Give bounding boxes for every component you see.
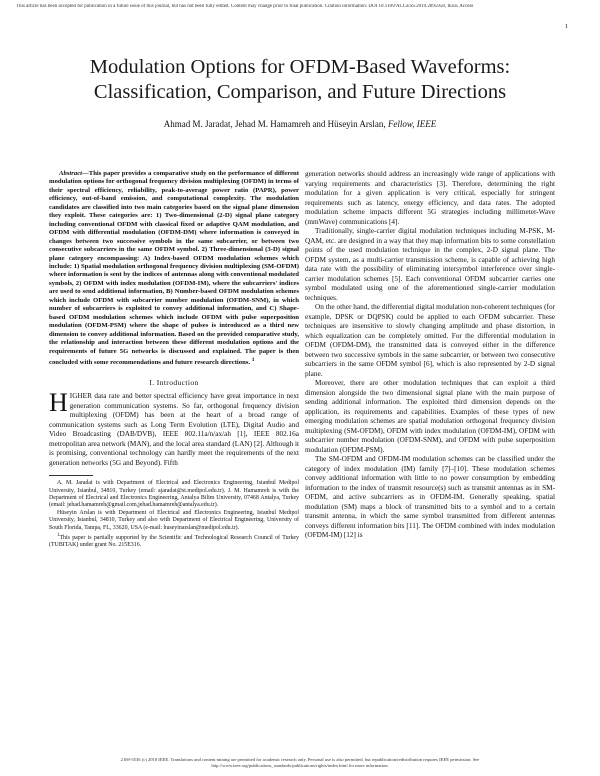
footnote-funding-mark: 1 <box>57 533 60 538</box>
footnote-funding-text: This paper is partially supported by the Scientific and Technological Research Council of Turkey (TUBITAK) under grant No. 215E316. <box>49 534 299 549</box>
author-membership: Fellow, IEEE <box>387 119 437 129</box>
right-column <box>305 170 555 541</box>
abstract-text: —This paper provides a comparative study on the performance of different modulation options for orthogonal frequency division multiplexing (OFDM) in terms of their spectral efficiency, reliability, peak-to-average power ratio (PAPR), power efficiency, out-of-band emission, and computational complexity. The modulation candidates are classified into two main categories based on the signal plane dimension they exploit. These categories are: 1) Two-dimensional (2-D) signal plane category including conventional OFDM with classical fixed or adaptive QAM modulation, and OFDM with differential modulation (OFDM-DM) where information is conveyed in changes between two successive symbols in the same subcarrier, or between two consecutive subcarriers in the same OFDM symbol. 2) Three-dimensional (3-D) signal plane category encompassing: A) Index-based OFDM modulation schemes which include: 1) Spatial modulation orthogonal frequency division multiplexing (SM-OFDM) where information is sent by the indices of antennas along with conventional modulated symbols, 2) OFDM with index modulation (OFDM-IM), where the subcarriers' indices are used to send additional information, B) Number-based OFDM modulation schemes which include OFDM with subcarrier number modulation (OFDM-SNM), in which number of subcarriers is exploited to convey additional information, and C) Shape-based OFDM modulation schemes which include OFDM with pulse superposition modulation (OFDM-PSM) where the shape of pulses is introduced as a third new dimension to convey additional information. Based on the provided comparative study, the relationship and interaction between these different modulation options and the requirements of future 5G networks is discussed and explained. The paper is then concluded with some recommendations and future research directions. <box>49 170 299 367</box>
footnotes <box>49 480 299 550</box>
footnote-divider <box>49 475 93 476</box>
abstract-footnote-mark: 1 <box>251 356 255 363</box>
body-paragraph-5: The SM-OFDM and OFDM-IM modulation schemes can be classified under the category of index modulation (IM) family [7]–[10]. These modulation schemes convey additional information with little to no power consumption by embedding information to the index of transmit resource(s) such as transmit antennas as in SM-OFDM, and active subcarriers as in OFDM-IM. Generally speaking, spatial modulation (SM) maps a block of transmitted bits to a symbol and to a certain transmit antenna, in which the same symbol transmitted from different antennas conveys different information bits [11]. The OFDM combined with index modulation (OFDM-IM) [12] is <box>305 455 555 539</box>
copyright-line-2: http://www.ieee.org/publications_standards/publications/rights/index.html for more information. <box>211 763 389 769</box>
journal-notice: This article has been accepted for publication in a future issue of this journal, but has not been fully edited. Content may change prior to final publication. Citation information: DOI 10.1109/ACCESS.2019.2895958, IEEE Access <box>16 4 474 9</box>
page-number: 1 <box>564 23 568 30</box>
body-paragraph-3: On the other hand, the differential digital modulation non-coherent techniques (for example, DPSK or DQPSK) could be applied to each OFDM subcarrier. These techniques are insensitive to slowly changing amplitude and phase distortion, in which equalization can be completely omitted. For the differential modulation in OFDM (OFDM-DM), the transmitted data is conveyed either in the difference between two successive symbols in the same subcarrier, or between two consecutive subcarriers in the same OFDM symbol [6], which is also represented by 2-D signal plane. <box>305 303 555 378</box>
body-paragraph-2: Traditionally, single-carrier digital modulation techniques including M-PSK, M-QAM, etc. are designed in a way that they map information bits to some constellation points of the used modulation technique in the complex, 2-D signal plane. The OFDM system, as a multi-carrier transmission scheme, is capable of achieving high data rate with the possibility of eliminating intersymbol interference over single-carrier modulation schemes [5]. Each conventional OFDM subcarrier carries one symbol modulated using one of the aforementioned single-carrier modulation techniques. <box>305 227 555 302</box>
intro-paragraph <box>49 388 299 468</box>
abstract-label: Abstract <box>59 170 83 177</box>
section-heading-introduction: I. Introduction <box>149 377 199 387</box>
author-list <box>30 119 570 129</box>
footnote-funding <box>49 532 299 550</box>
drop-cap: H <box>49 388 68 418</box>
copyright-line-1: 2169-3536 (c) 2018 IEEE. Translations and content mining are permitted for academic research only. Personal use is also permitted, but republication/redistribution requires IEEE permission. See <box>120 757 480 762</box>
footnote-affiliation-2: Hüseyin Arslan is with Department of Electrical and Electronics Engineering, Istanbul Medipol University, Istanbul, 34810, Turkey and also with Department of Electrical Engineering, University of South Florida, Tampa, FL, 33620, USA (e-mail: huseyinarslan@medipol.edu.tr). <box>49 509 299 531</box>
body-paragraph-4: Moreover, there are other modulation techniques that can exploit a third dimension alongside the two dimensional signal plane with the main purpose of sending additional information. The exploited third dimension depends on the application, its requirements and capabilities. Examples of these types of new emerging modulation schemes are spatial modulation orthogonal frequency division multiplexing (SM-OFDM), OFDM with index modulation (OFDM-IM), OFDM with subcarrier number modulation (OFDM-SNM), and OFDM with pulse superposition modulation (OFDM-PSM). <box>305 379 555 454</box>
abstract <box>49 170 299 368</box>
copyright-footer <box>20 757 580 769</box>
paper-title-line-2: Classification, Comparison, and Future Directions <box>93 81 507 103</box>
footnote-affiliation-1: A. M. Jaradat is with Department of Electrical and Electronics Engineering, Istanbul Medipol University, Istanbul, 34810, Turkey (email: ajaradat@st.medipol.edu.tr). J. M. Hamamreh is with the Department of Electrical and Electronics Engineering, Antalya Bilim University, 07468 Antalya, Turkey (email: jehad.hamamreh@gmail.com,jehad.hamamreh@antalya.edu.tr). <box>49 480 299 509</box>
intro-paragraph-text: IGHER data rate and better spectral efficiency have great importance in next generation communication systems. So far, orthogonal frequency division multiplexing (OFDM) has been at the heart of a broad range of communication systems such as Long Term Evolution (LTE), Digital Audio and Video Broadcasting (DAB/DVB), IEEE 802.11a/n/ax/ah [1], IEEE 802.16a metropolitan area network (MAN), and the local area standard (LAN) [2]. Although it is promising, conventional technology can hardly meet the requirements of the next generation networks (5G and Beyond). Fifth <box>49 392 299 467</box>
body-paragraph-1: generation networks should address an increasingly wide range of applications with varying requirements and characteristics [3]. Therefore, determining the right modulation for a given application is very critical, especially for stringent requirements such as latency, energy efficiency, and data rates. The adopted modulation scheme impacts different 5G strategies including millimeter-Wave (mmWave) communications [4]. <box>305 170 555 226</box>
author-names: Ahmad M. Jaradat, Jehad M. Hamamreh and Hüseyin Arslan, <box>163 119 386 129</box>
left-column <box>49 170 299 550</box>
paper-title-line-1: Modulation Options for OFDM-Based Waveforms: <box>89 56 511 78</box>
paper-title <box>30 55 570 105</box>
